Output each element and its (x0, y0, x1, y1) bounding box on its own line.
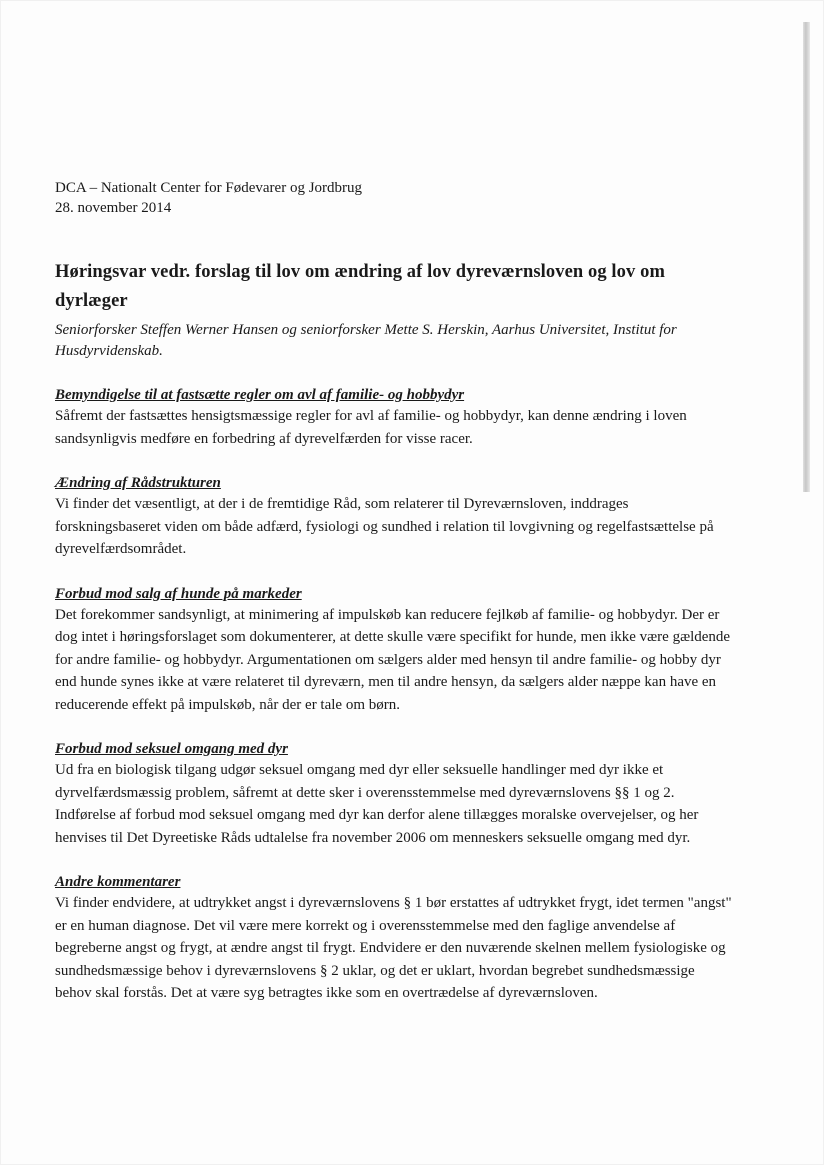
section-body: Såfremt der fastsættes hensigtsmæssige regler for avl af familie- og hobbydyr, kan denne ændring i loven sandsynligvis medføre en forbedring af dyrevelfærden for visse racer. (55, 408, 687, 447)
document-authors: Seniorforsker Steffen Werner Hansen og seniorforsker Mette S. Herskin, Aarhus Universitet, Institut for Husdyrvidenskab. (55, 322, 677, 359)
document-content (55, 178, 735, 1005)
section-council-structure (55, 474, 735, 561)
organization-line: DCA – Nationalt Center for Fødevarer og Jordbrug (55, 180, 363, 196)
section-heading: Andre kommentarer (55, 874, 181, 890)
document-date: 28. november 2014 (55, 200, 172, 216)
section-body: Det forekommer sandsynligt, at minimering af impulskøb kan reducere fejlkøb af familie- og hobbydyr. Der er dog intet i høringsforslaget som dokumenterer, at dette skulle være specifikt for hunde, men ikke være gældende for andre familie- og hobbydyr. Argumentationen om sælgers alder med hensyn til andre familie- og hobby dyr end hunde synes ikke at være relateret til dyreværn, men til andre hensyn, da sælgers alder næppe kan have en reducerende effekt på impulskøb, når der er tale om børn. (55, 606, 731, 713)
section-dog-market-ban (55, 585, 735, 717)
section-heading: Forbud mod salg af hunde på markeder (55, 585, 302, 602)
section-body: Ud fra en biologisk tilgang udgør seksuel omgang med dyr eller seksuelle handlinger med dyr ikke et dyrvelfærdsmæssig problem, såfremt at dette sker i overensstemmelse med dyreværnslovens §§ 1 og 2. Indførelse af forbud mod seksuel omgang med dyr kan derfor alene tillægges moralske overvejelser, og her henvises til Det Dyreetiske Råds udtalelse fra november 2006 om menneskers seksuelle omgang med dyr. (55, 762, 699, 846)
section-heading: Forbud mod seksuel omgang med dyr (55, 741, 288, 757)
scan-edge-shadow (803, 22, 810, 492)
section-bestiality-ban (55, 740, 735, 849)
section-breeding-rules (55, 386, 735, 450)
section-body: Vi finder endvidere, at udtrykket angst i dyreværnslovens § 1 bør erstattes af udtrykket frygt, idet termen "angst" er en human diagnose. Det vil være mere korrekt og i overensstemmelse med den faglige anvendelse af begreberne angst og frygt, at ændre angst til frygt. Endvidere er den nuværende skelnen mellem fysiologiske og sundhedsmæssige behov i dyreværnslovens § 2 uklar, og det er uklart, hvordan begrebet sundhedsmæssige behov skal forstås. Det at være syg betragtes ikke som en overtrædelse af dyreværnsloven. (55, 895, 732, 1001)
section-body: Vi finder det væsentligt, at der i de fremtidige Råd, som relaterer til Dyreværnsloven, inddrages forskningsbaseret viden om både adfærd, fysiologi og sundhed i relation til lovgivning og regelfastsættelse på dyrevelfærdsområdet. (55, 496, 714, 557)
section-heading: Bemyndigelse til at fastsætte regler om avl af familie- og hobbydyr (55, 387, 465, 403)
document-title: Høringsvar vedr. forslag til lov om ændring af lov dyreværnsloven og lov om dyrlæger (55, 262, 665, 311)
section-heading: Ændring af Rådstrukturen (55, 475, 221, 491)
section-other-comments (55, 873, 735, 1005)
